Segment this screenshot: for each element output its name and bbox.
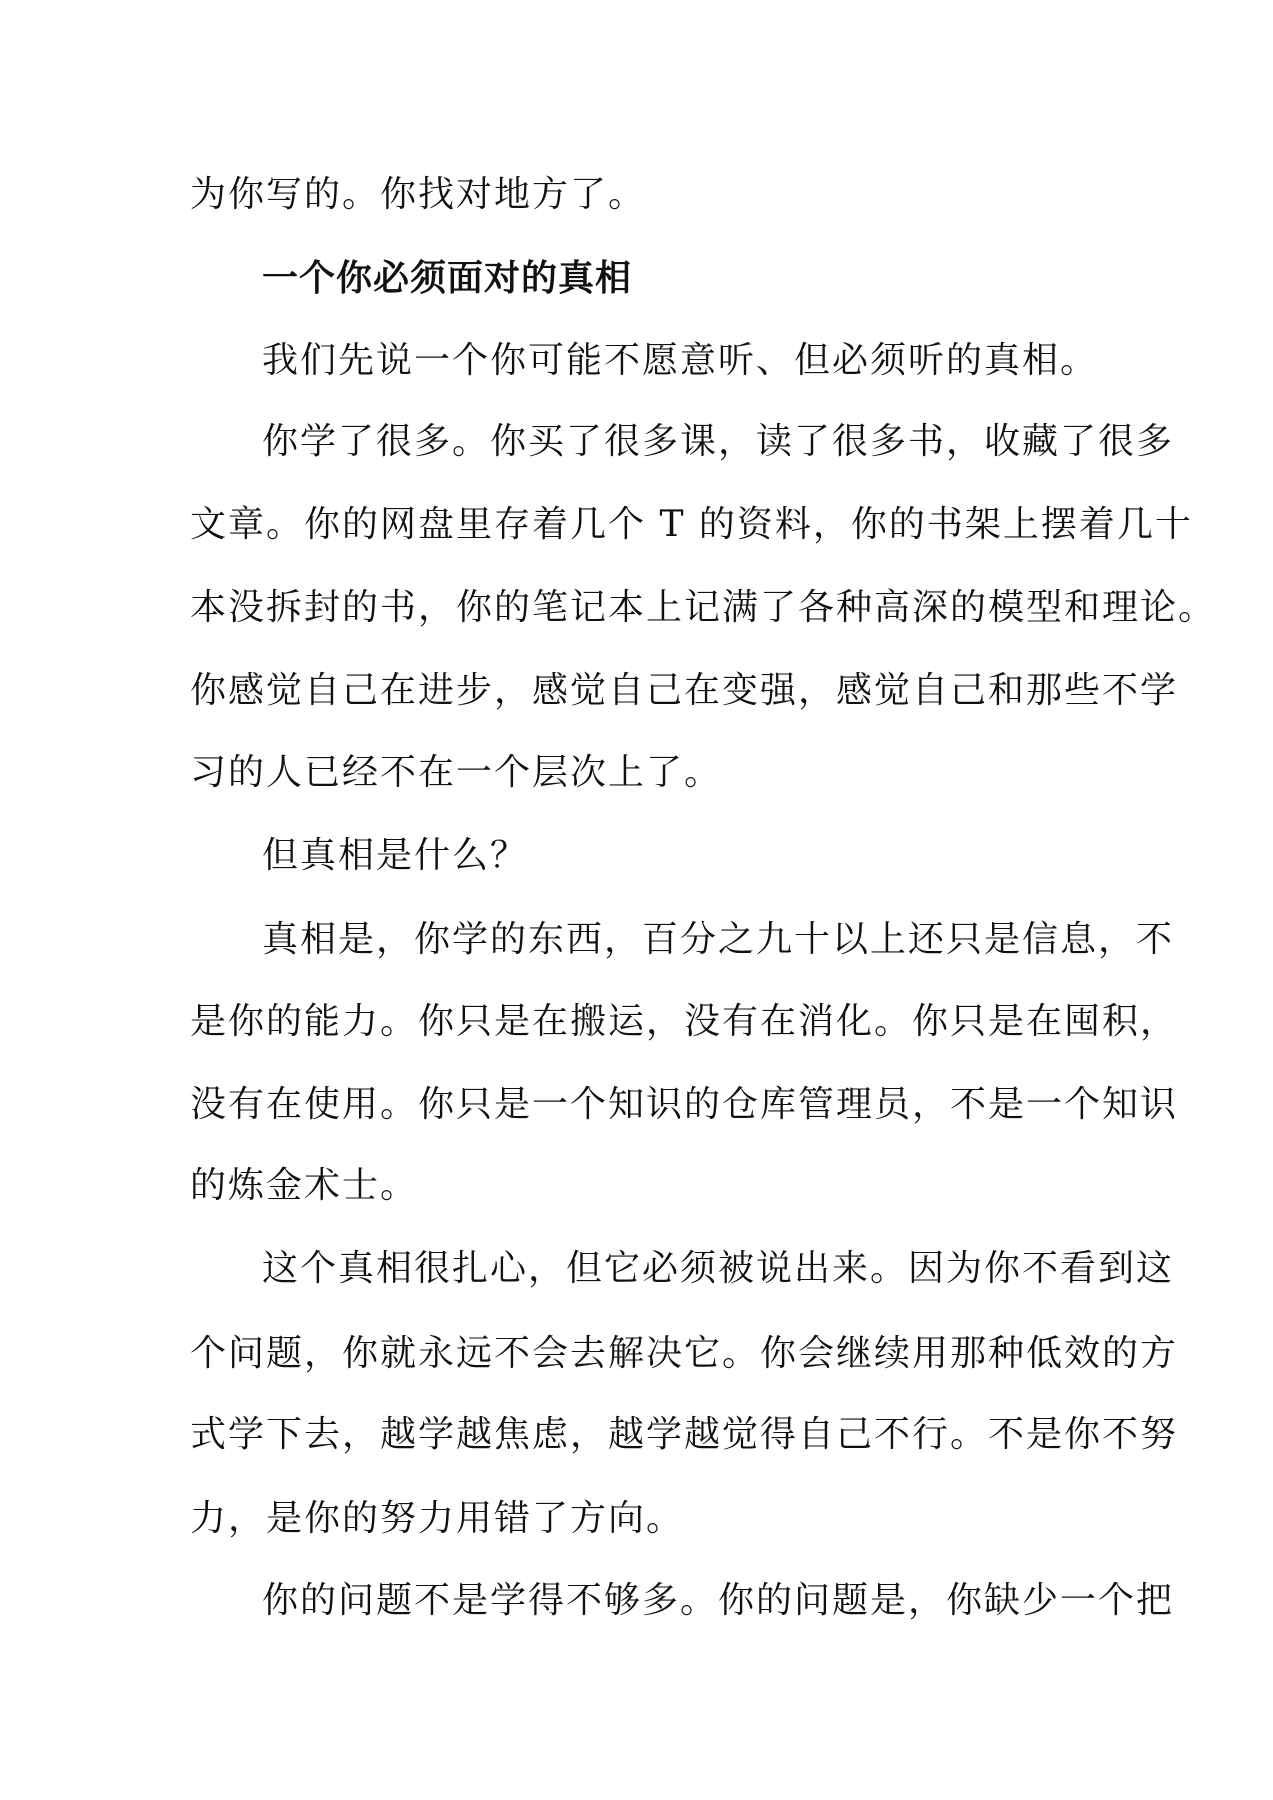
text-line-7: 你感觉自己在进步，感觉自己在变强，感觉自己和那些不学 — [190, 670, 1179, 711]
text-line-14: 这个真相很扎心，但它必须被说出来。因为你不看到这 — [262, 1248, 1175, 1289]
text-line-3: 我们先说一个你可能不愿意听、但必须听的真相。 — [262, 340, 1099, 381]
text-line-6: 本没拆封的书，你的笔记本上记满了各种高深的模型和理论。 — [190, 587, 1217, 628]
text-line-9: 但真相是什么？ — [262, 835, 529, 876]
text-line-16: 式学下去，越学越焦虑，越学越觉得自己不行。不是你不努 — [190, 1414, 1179, 1455]
text-line-12: 没有在使用。你只是一个知识的仓库管理员，不是一个知识 — [190, 1084, 1179, 1125]
text-line-17: 力，是你的努力用错了方向。 — [190, 1498, 685, 1539]
text-line-1: 为你写的。你找对地方了。 — [190, 174, 647, 215]
text-line-8: 习的人已经不在一个层次上了。 — [190, 752, 723, 793]
text-line-15: 个问题，你就永远不会去解决它。你会继续用那种低效的方 — [190, 1333, 1179, 1374]
text-line-5: 文章。你的网盘里存着几个 T 的资料，你的书架上摆着几十 — [190, 504, 1193, 545]
text-line-11: 是你的能力。你只是在搬运，没有在消化。你只是在囤积， — [190, 1001, 1179, 1042]
section-heading: 一个你必须面对的真相 — [262, 257, 633, 299]
text-line-10: 真相是，你学的东西，百分之九十以上还只是信息，不 — [262, 919, 1175, 960]
text-line-4: 你学了很多。你买了很多课，读了很多书，收藏了很多 — [262, 421, 1175, 462]
text-line-13: 的炼金术士。 — [190, 1165, 419, 1206]
text-line-18: 你的问题不是学得不够多。你的问题是，你缺少一个把 — [262, 1580, 1175, 1621]
